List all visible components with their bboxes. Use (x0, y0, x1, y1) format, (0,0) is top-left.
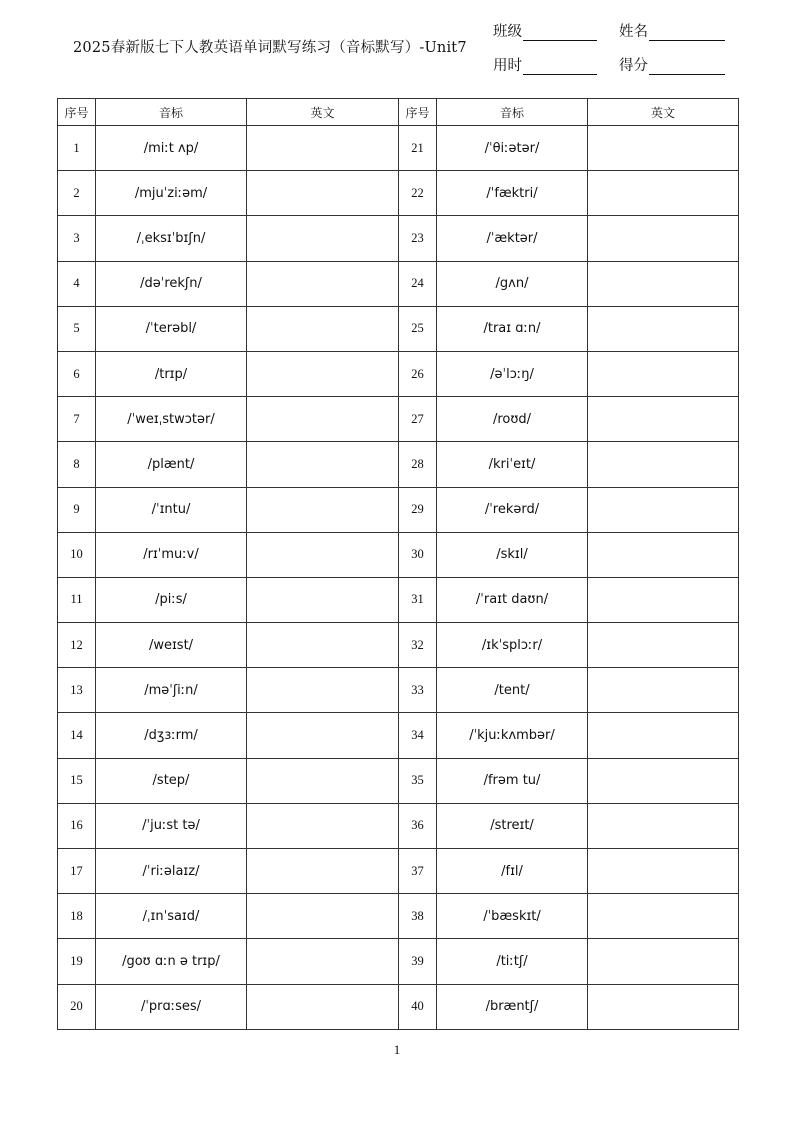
right-number: 37 (399, 849, 437, 894)
left-number: 3 (58, 216, 96, 261)
right-number: 32 (399, 623, 437, 668)
left-phonetic: /ˈjuːst tə/ (96, 803, 247, 848)
class-blank (523, 26, 597, 41)
right-phonetic: /gʌn/ (437, 261, 588, 306)
table-row (58, 261, 739, 306)
left-number: 20 (58, 984, 96, 1029)
right-english-answer[interactable] (588, 849, 739, 894)
left-phonetic: /ˈterəbl/ (96, 306, 247, 351)
right-phonetic: /traɪ ɑːn/ (437, 306, 588, 351)
right-number: 31 (399, 577, 437, 622)
right-number: 23 (399, 216, 437, 261)
right-number: 27 (399, 397, 437, 442)
right-phonetic: /frəm tu/ (437, 758, 588, 803)
right-number: 39 (399, 939, 437, 984)
left-number: 6 (58, 351, 96, 396)
left-phonetic: /ˈweɪˌstwɔtər/ (96, 397, 247, 442)
right-phonetic: /fɪl/ (437, 849, 588, 894)
left-phonetic: /step/ (96, 758, 247, 803)
right-phonetic: /streɪt/ (437, 803, 588, 848)
left-phonetic: /məˈʃiːn/ (96, 668, 247, 713)
right-number: 26 (399, 351, 437, 396)
right-phonetic: /ˈkjuːkʌmbər/ (437, 713, 588, 758)
left-english-answer[interactable] (247, 306, 399, 351)
right-number: 30 (399, 532, 437, 577)
right-phonetic: /ˈbæskɪt/ (437, 894, 588, 939)
right-english-answer[interactable] (588, 351, 739, 396)
left-number: 9 (58, 487, 96, 532)
right-english-answer[interactable] (588, 126, 739, 171)
left-english-answer[interactable] (247, 216, 399, 261)
left-number: 4 (58, 261, 96, 306)
left-english-answer[interactable] (247, 397, 399, 442)
right-phonetic: /əˈlɔːŋ/ (437, 351, 588, 396)
header-number-left: 序号 (58, 99, 96, 126)
name-blank (649, 26, 725, 41)
left-phonetic: /goʊ ɑːn ə trɪp/ (96, 939, 247, 984)
header-ipa-right: 音标 (437, 99, 588, 126)
score-field (619, 54, 725, 75)
right-number: 29 (399, 487, 437, 532)
right-english-answer[interactable] (588, 261, 739, 306)
left-phonetic: /plænt/ (96, 442, 247, 487)
left-number: 5 (58, 306, 96, 351)
right-english-answer[interactable] (588, 894, 739, 939)
left-phonetic: /rɪˈmuːv/ (96, 532, 247, 577)
right-phonetic: /ˈrekərd/ (437, 487, 588, 532)
table-row (58, 894, 739, 939)
table-row (58, 668, 739, 713)
left-number: 1 (58, 126, 96, 171)
right-number: 34 (399, 713, 437, 758)
name-label: 姓名 (619, 24, 648, 40)
table-row (58, 803, 739, 848)
table-row (58, 984, 739, 1029)
left-phonetic: /weɪst/ (96, 623, 247, 668)
table-row (58, 623, 739, 668)
left-english-answer[interactable] (247, 668, 399, 713)
table-row (58, 849, 739, 894)
right-english-answer[interactable] (588, 306, 739, 351)
left-english-answer[interactable] (247, 171, 399, 216)
left-english-answer[interactable] (247, 939, 399, 984)
left-number: 12 (58, 623, 96, 668)
left-english-answer[interactable] (247, 442, 399, 487)
header-number-right: 序号 (399, 99, 437, 126)
worksheet-title: 2025春新版七下人教英语单词默写练习（音标默写）-Unit7 (73, 40, 467, 56)
right-phonetic: /ˈθiːətər/ (437, 126, 588, 171)
table-row (58, 939, 739, 984)
left-phonetic: /mjuˈziːəm/ (96, 171, 247, 216)
left-english-answer[interactable] (247, 984, 399, 1029)
left-phonetic: /ˌeksɪˈbɪʃn/ (96, 216, 247, 261)
left-english-answer[interactable] (247, 803, 399, 848)
right-number: 22 (399, 171, 437, 216)
left-number: 14 (58, 713, 96, 758)
left-english-answer[interactable] (247, 894, 399, 939)
class-label: 班级 (493, 24, 522, 40)
header-english-left: 英文 (247, 99, 399, 126)
left-phonetic: /dəˈrekʃn/ (96, 261, 247, 306)
right-english-answer[interactable] (588, 623, 739, 668)
left-english-answer[interactable] (247, 487, 399, 532)
header-ipa-left: 音标 (96, 99, 247, 126)
right-english-answer[interactable] (588, 984, 739, 1029)
right-phonetic: /roʊd/ (437, 397, 588, 442)
left-phonetic: /piːs/ (96, 577, 247, 622)
right-english-answer[interactable] (588, 487, 739, 532)
right-number: 21 (399, 126, 437, 171)
right-english-answer[interactable] (588, 668, 739, 713)
table-header-row (58, 99, 739, 126)
left-number: 17 (58, 849, 96, 894)
table-row (58, 397, 739, 442)
score-label: 得分 (619, 58, 648, 74)
left-phonetic: /miːt ʌp/ (96, 126, 247, 171)
left-number: 13 (58, 668, 96, 713)
right-number: 40 (399, 984, 437, 1029)
left-number: 2 (58, 171, 96, 216)
right-number: 36 (399, 803, 437, 848)
table-row (58, 577, 739, 622)
left-english-answer[interactable] (247, 126, 399, 171)
right-phonetic: /skɪl/ (437, 532, 588, 577)
right-number: 25 (399, 306, 437, 351)
right-phonetic: /bræntʃ/ (437, 984, 588, 1029)
class-field (493, 20, 597, 41)
table-row (58, 713, 739, 758)
left-number: 16 (58, 803, 96, 848)
table-row (58, 487, 739, 532)
left-english-answer[interactable] (247, 351, 399, 396)
left-phonetic: /ˌɪnˈsaɪd/ (96, 894, 247, 939)
page-number: 1 (393, 1042, 401, 1057)
left-english-answer[interactable] (247, 713, 399, 758)
right-phonetic: /ˈraɪt daʊn/ (437, 577, 588, 622)
left-english-answer[interactable] (247, 849, 399, 894)
left-phonetic: /ˈriːəlaɪz/ (96, 849, 247, 894)
left-number: 7 (58, 397, 96, 442)
time-label: 用时 (493, 58, 522, 74)
right-english-answer[interactable] (588, 532, 739, 577)
header-english-right: 英文 (588, 99, 739, 126)
score-blank (649, 60, 725, 75)
right-english-answer[interactable] (588, 216, 739, 261)
right-english-answer[interactable] (588, 803, 739, 848)
table-row (58, 351, 739, 396)
right-english-answer[interactable] (588, 713, 739, 758)
right-english-answer[interactable] (588, 577, 739, 622)
left-phonetic: /dʒɜːrm/ (96, 713, 247, 758)
right-phonetic: /ˈfæktri/ (437, 171, 588, 216)
right-english-answer[interactable] (588, 171, 739, 216)
right-phonetic: /tent/ (437, 668, 588, 713)
left-phonetic: /ˈɪntu/ (96, 487, 247, 532)
left-number: 15 (58, 758, 96, 803)
table-row (58, 126, 739, 171)
time-blank (523, 60, 597, 75)
right-number: 24 (399, 261, 437, 306)
right-english-answer[interactable] (588, 397, 739, 442)
right-english-answer[interactable] (588, 939, 739, 984)
name-field (619, 20, 725, 41)
left-english-answer[interactable] (247, 261, 399, 306)
table-row (58, 442, 739, 487)
right-number: 38 (399, 894, 437, 939)
table-row (58, 306, 739, 351)
table-row (58, 216, 739, 261)
left-english-answer[interactable] (247, 758, 399, 803)
right-phonetic: /ɪkˈsplɔːr/ (437, 623, 588, 668)
right-number: 35 (399, 758, 437, 803)
left-number: 11 (58, 577, 96, 622)
right-english-answer[interactable] (588, 758, 739, 803)
left-number: 10 (58, 532, 96, 577)
left-number: 19 (58, 939, 96, 984)
left-phonetic: /trɪp/ (96, 351, 247, 396)
left-english-answer[interactable] (247, 623, 399, 668)
right-phonetic: /kriˈeɪt/ (437, 442, 588, 487)
left-english-answer[interactable] (247, 577, 399, 622)
left-english-answer[interactable] (247, 532, 399, 577)
right-number: 33 (399, 668, 437, 713)
left-number: 18 (58, 894, 96, 939)
left-phonetic: /ˈprɑːses/ (96, 984, 247, 1029)
left-number: 8 (58, 442, 96, 487)
right-phonetic: /ˈæktər/ (437, 216, 588, 261)
dictation-table (57, 98, 739, 1030)
table-row (58, 171, 739, 216)
right-number: 28 (399, 442, 437, 487)
right-english-answer[interactable] (588, 442, 739, 487)
time-field (493, 54, 597, 75)
table-row (58, 758, 739, 803)
right-phonetic: /tiːtʃ/ (437, 939, 588, 984)
table-row (58, 532, 739, 577)
